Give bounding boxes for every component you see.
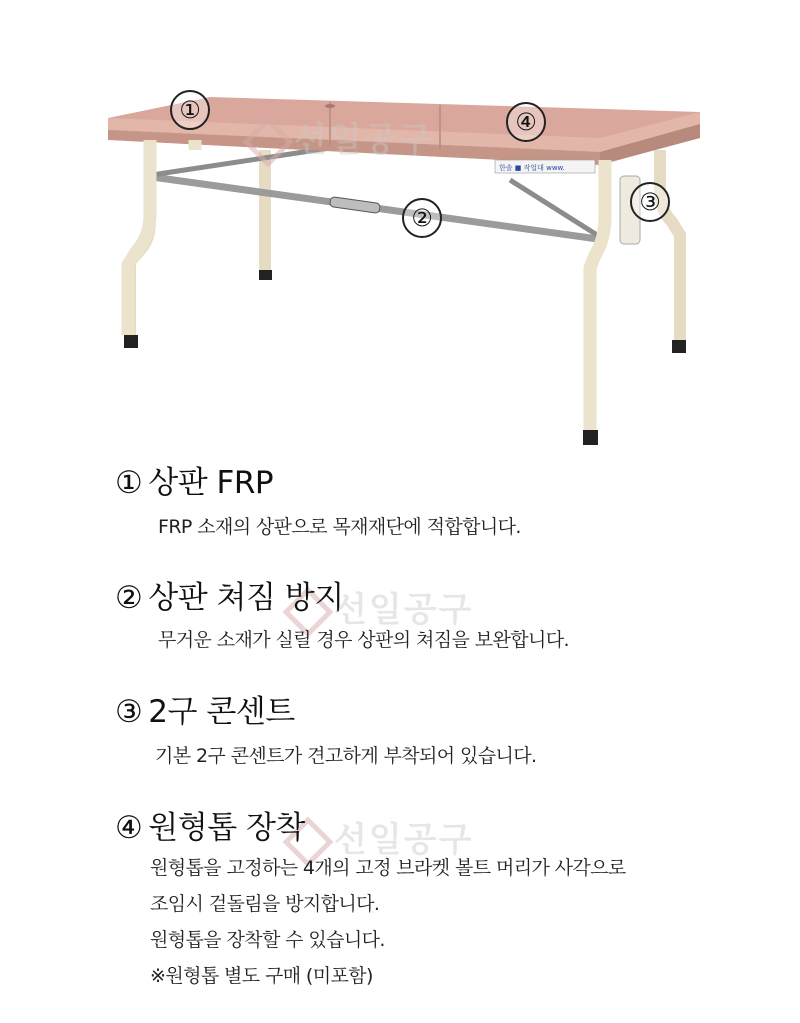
feature-1 xyxy=(115,463,521,545)
feature-2 xyxy=(115,578,569,658)
feature-description: FRP 소재의 상판으로 목재재단에 적합합니다. xyxy=(158,516,521,538)
feature-number: ④ xyxy=(115,810,143,846)
feature-title xyxy=(115,808,626,848)
watermark-text: 선일공구 xyxy=(294,120,434,160)
callout-3: ③ xyxy=(630,182,670,222)
feature-title xyxy=(115,578,569,618)
feature-title xyxy=(115,463,521,503)
callout-1: ① xyxy=(170,90,210,130)
feature-number: ① xyxy=(115,465,143,501)
feature-title-text: 상판 쳐짐 방지 xyxy=(148,580,344,616)
feature-description: 기본 2구 콘센트가 견고하게 부착되어 있습니다. xyxy=(155,745,537,767)
feature-4 xyxy=(115,808,626,994)
feature-description-line: 원형톱을 장착할 수 있습니다. xyxy=(150,929,385,951)
feature-description-line: 원형톱을 고정하는 4개의 고정 브라켓 볼트 머리가 사각으로 xyxy=(150,857,626,879)
feature-description: 무거운 소재가 실릴 경우 상판의 쳐짐을 보완합니다. xyxy=(158,629,569,651)
feature-description-line: 조임시 겉돌림을 방지합니다. xyxy=(150,893,380,915)
feature-title xyxy=(115,692,536,732)
feature-number: ② xyxy=(115,580,143,616)
watermark-logo-icon xyxy=(243,116,294,167)
feature-description xyxy=(115,850,626,994)
table-label-text: 한솔 ■ 작업대 www. xyxy=(499,164,565,172)
feature-note: ※원형톱 별도 구매 (미포함) xyxy=(150,965,373,987)
feature-title-text: 상판 FRP xyxy=(148,465,274,501)
feature-title-text: 2구 콘센트 xyxy=(148,694,295,730)
product-image xyxy=(0,0,800,450)
feature-3 xyxy=(115,692,536,774)
feature-number: ③ xyxy=(115,694,143,730)
callout-4: ④ xyxy=(506,102,546,142)
watermark-text: 선일공구 xyxy=(334,590,474,630)
watermark-text: 선일공구 xyxy=(334,820,474,860)
work-table-illustration xyxy=(0,0,800,450)
feature-title-text: 원형톱 장착 xyxy=(148,810,305,846)
callout-2: ② xyxy=(402,198,442,238)
watermark xyxy=(250,112,433,161)
